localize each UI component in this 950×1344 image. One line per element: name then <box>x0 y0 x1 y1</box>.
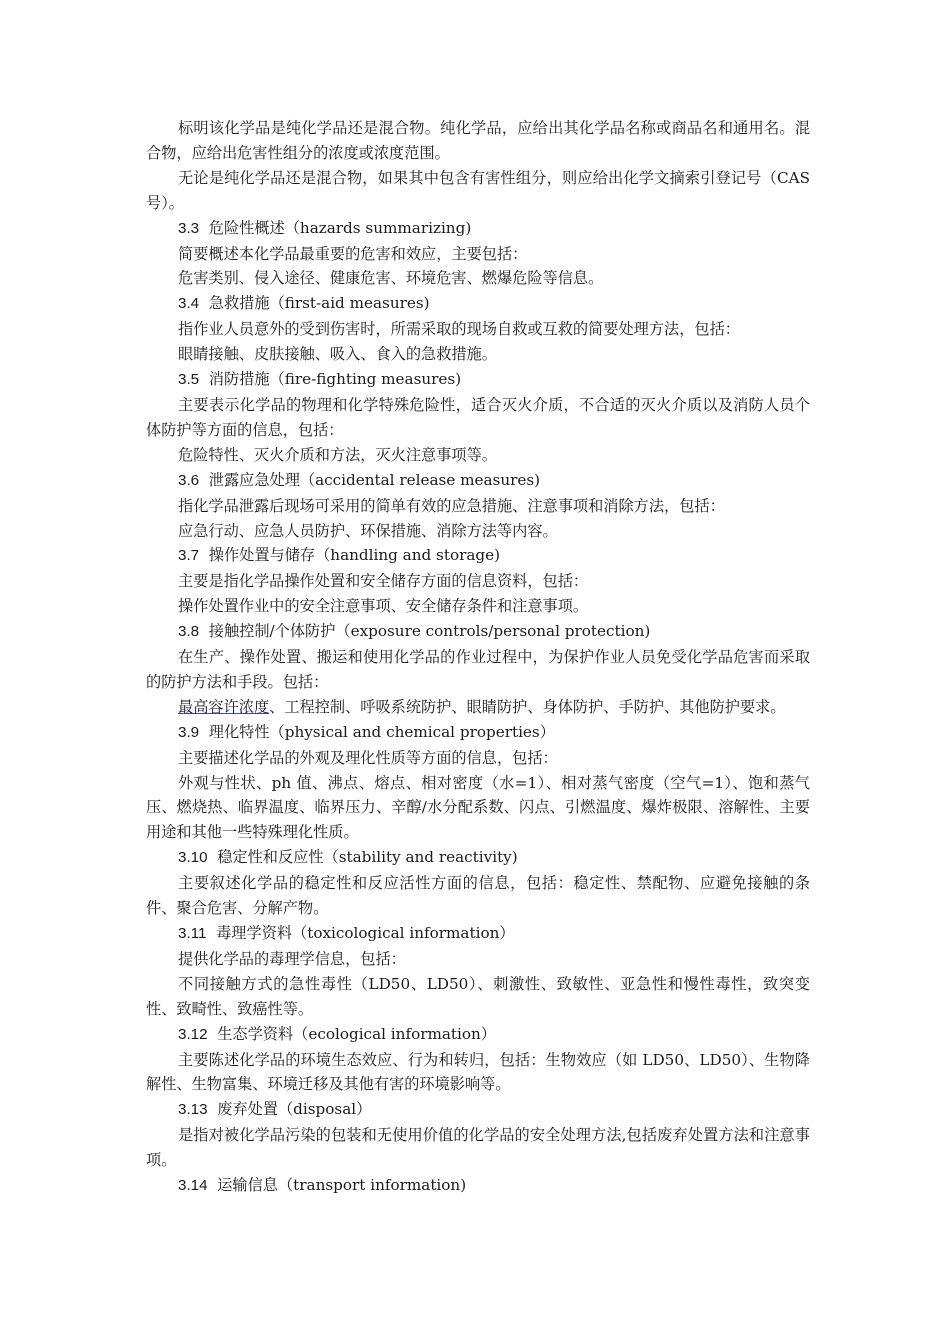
paragraph: 操作处置作业中的安全注意事项、安全储存条件和注意事项。 <box>178 597 589 616</box>
section-number: 3.5 <box>178 371 200 389</box>
paragraph: 在生产、操作处置、搬运和使用化学品的作业过程中，为保护作业人员免受化学品危害而采取的防护方法和手段。包括： <box>146 648 810 691</box>
section-title: 接触控制/个体防护（exposure controls/personal protection) <box>208 622 651 641</box>
paragraph: 主要是指化学品操作处置和安全储存方面的信息资料，包括： <box>178 572 589 591</box>
paragraph: 标明该化学品是纯化学品还是混合物。纯化学品，应给出其化学品名称或商品名和通用名。混合物，应给出危害性组分的浓度或浓度范围。 <box>146 119 810 162</box>
paragraph: 无论是纯化学品还是混合物，如果其中包含有害性组分，则应给出化学文摘索引登记号（CAS 号）。 <box>146 168 810 212</box>
section-number: 3.7 <box>178 547 200 565</box>
section-heading <box>146 1173 810 1199</box>
section-number: 3.8 <box>178 623 200 641</box>
section-number: 3.9 <box>178 723 200 741</box>
section-heading <box>146 543 810 569</box>
section-number: 3.14 <box>178 1177 208 1195</box>
paragraph: 指化学品泄露后现场可采用的简单有效的应急措施、注意事项和消除方法，包括： <box>178 496 725 515</box>
section-title: 生态学资料（ecological information） <box>217 1024 496 1043</box>
document-body <box>146 116 810 1199</box>
section-title: 操作处置与储存（handling and storage) <box>208 546 501 565</box>
section-title: 稳定性和反应性（stability and reactivity) <box>217 848 518 867</box>
paragraph-text: 、工程控制、呼吸系统防护、眼睛防护、身体防护、手防护、其他防护要求。 <box>269 697 786 716</box>
section-number: 3.12 <box>178 1025 208 1043</box>
section-heading <box>146 921 810 947</box>
paragraph: 眼睛接触、皮肤接触、吸入、食入的急救措施。 <box>178 345 497 364</box>
section-title: 废弃处置（disposal） <box>217 1100 372 1119</box>
paragraph: 危险特性、灭火介质和方法，灭火注意事项等。 <box>178 445 497 464</box>
hyperlink[interactable]: 最高容许浓度 <box>178 697 270 716</box>
paragraph <box>146 695 810 720</box>
section-number: 3.4 <box>178 295 200 313</box>
section-heading <box>146 845 810 871</box>
paragraph: 主要陈述化学品的环境生态效应、行为和转归，包括：生物效应（如 LD50、LD50）、生物降解性、生物富集、环境迁移及其他有害的环境影响等。 <box>146 1050 810 1094</box>
section-heading <box>146 720 810 746</box>
section-number: 3.6 <box>178 471 200 489</box>
section-title: 运输信息（transport information) <box>217 1176 467 1195</box>
section-title: 急救措施（first-aid measures) <box>208 294 430 313</box>
section-heading <box>146 216 810 242</box>
section-number: 3.10 <box>178 849 208 867</box>
section-heading <box>146 367 810 393</box>
section-title: 消防措施（fire-fighting measures) <box>208 370 462 389</box>
section-number: 3.11 <box>178 925 207 942</box>
paragraph: 简要概述本化学品最重要的危害和效应，主要包括： <box>178 244 528 263</box>
paragraph: 危害类别、侵入途径、健康危害、环境危害、燃爆危险等信息。 <box>178 269 604 288</box>
paragraph: 外观与性状、ph 值、沸点、熔点、相对密度（水=1）、相对蒸气密度（空气=1）、饱和蒸气压、燃烧热、临界温度、临界压力、辛醇/水分配系数、闪点、引燃温度、爆炸极限、溶解性、主要用途和其他一些特殊理化性质。 <box>146 773 810 842</box>
section-heading <box>146 1022 810 1048</box>
paragraph: 应急行动、应急人员防护、环保措施、消除方法等内容。 <box>178 521 558 540</box>
paragraph: 主要描述化学品的外观及理化性质等方面的信息，包括： <box>178 748 558 767</box>
section-title: 泄露应急处理（accidental release measures) <box>208 470 541 489</box>
paragraph: 指作业人员意外的受到伤害时，所需采取的现场自救或互救的简要处理方法，包括： <box>178 320 740 339</box>
paragraph: 提供化学品的毒理学信息，包括： <box>178 949 406 968</box>
paragraph: 是指对被化学品污染的包装和无使用价值的化学品的安全处理方法,包括废弃处置方法和注意事项。 <box>146 1126 810 1170</box>
section-title: 危险性概述（hazards summarizing) <box>208 218 472 237</box>
section-heading <box>146 468 810 494</box>
section-title: 理化特性（physical and chemical properties） <box>208 722 555 741</box>
section-number: 3.13 <box>178 1101 208 1119</box>
paragraph: 不同接触方式的急性毒性（LD50、LD50）、刺激性、致敏性、亚急性和慢性毒性，致突变性、致畸性、致癌性等。 <box>146 974 810 1018</box>
paragraph: 主要表示化学品的物理和化学特殊危险性，适合灭火介质，不合适的灭火介质以及消防人员个体防护等方面的信息，包括： <box>146 395 810 439</box>
section-heading <box>146 1097 810 1123</box>
section-heading <box>146 619 810 645</box>
section-number: 3.3 <box>178 219 200 237</box>
paragraph: 主要叙述化学品的稳定性和反应活性方面的信息，包括：稳定性、禁配物、应避免接触的条件、聚合危害、分解产物。 <box>146 874 810 918</box>
section-title: 毒理学资料（toxicological information） <box>216 924 515 942</box>
section-heading <box>146 291 810 317</box>
